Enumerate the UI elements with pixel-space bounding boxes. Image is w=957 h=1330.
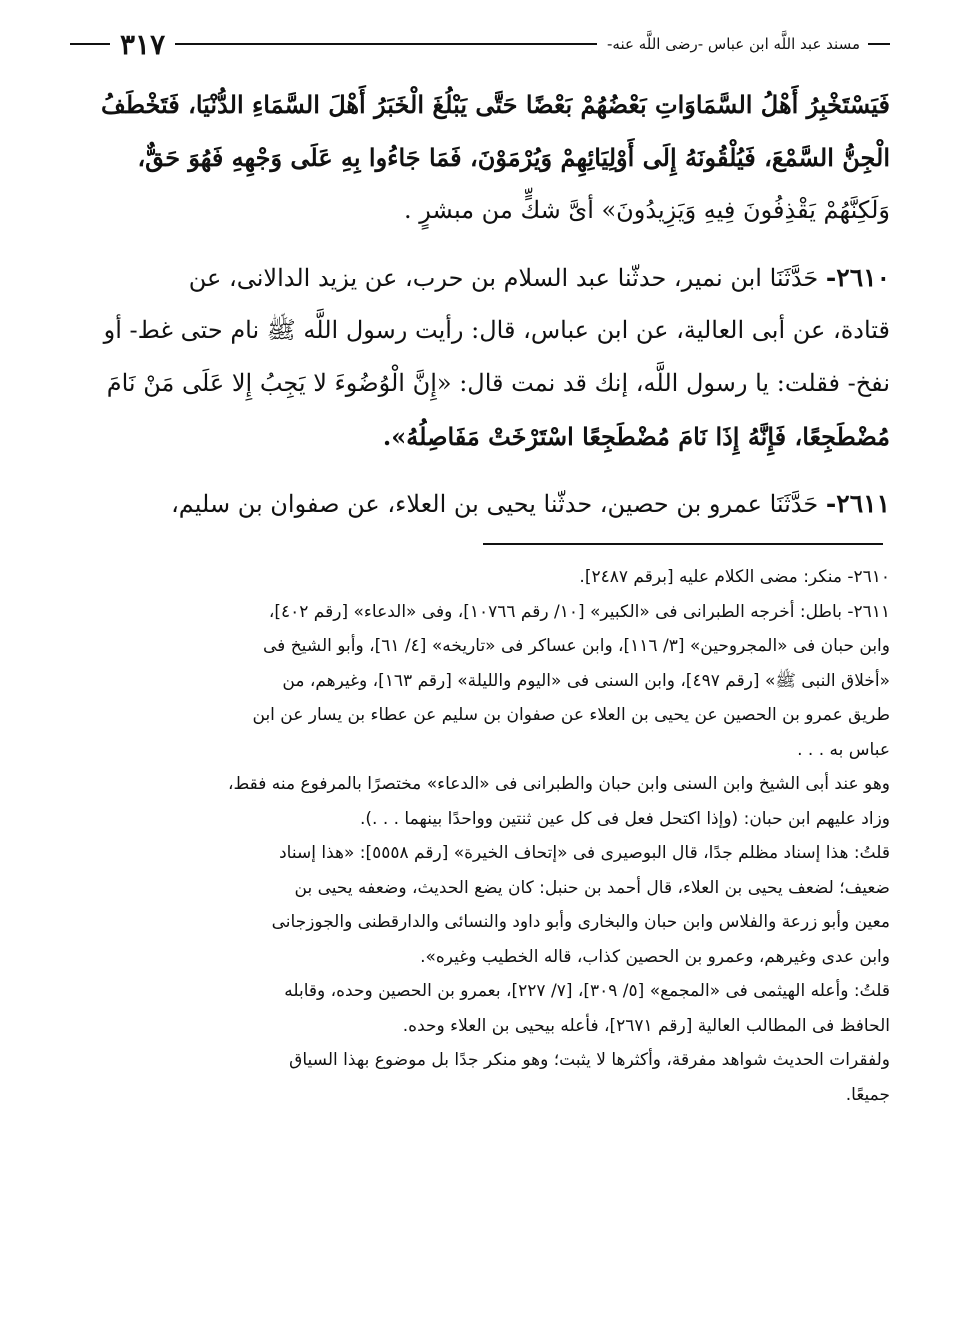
hadith-text: حَدَّثَنَا ابن نمير، حدثّنا عبد السلام بن حرب، عن يزيد الدالانى، عن bbox=[188, 264, 819, 292]
footnote-line: معين وأبو زرعة والفلاس وابن حبان والبخارى وأبو داود والنسائى والدارقطنى والجوزجانى bbox=[271, 912, 890, 932]
footnote-line: وهو عند أبى الشيخ وابن السنى وابن حبان والطبرانى فى «الدعاء» مختصرًا بالمرفوع منه فقط، bbox=[227, 774, 890, 794]
header-rule bbox=[70, 43, 110, 45]
footnote-line: ضعيف؛ لضعف يحيى بن العلاء، قال أحمد بن حنبل: كان يضع الحديث، وضعفه يحيى بن bbox=[294, 877, 890, 898]
footnote-line: قلتُ: وأعله الهيثمى فى «المجمع» [٥/ ٣٠٩]، [٧/ ٢٢٧]، بعمرو بن الحصين وحده، وقابله bbox=[284, 981, 890, 1001]
text-line: نفخ- فقلت: يا رسول اللَّه، إنك قد نمت قال: «إِنَّ الْوُضُوءَ لا يَجِبُ إِلا عَلَى مَنْ نَامَ bbox=[106, 369, 890, 397]
footnote-line: وابن حبان فى «المجروحين» [٣/ ١١٦]، وابن عساكر فى «تاريخه» [٤/ ٦١]، وأبو الشيخ فى bbox=[263, 636, 890, 656]
hadith-2611 bbox=[74, 477, 890, 530]
footnotes bbox=[74, 560, 890, 1112]
footnote-2611: ٢٦١١- باطل: أخرجه الطبرانى فى «الكبير» [١٠/ رقم ١٠٧٦٦]، وفى «الدعاء» [رقم ٤٠٢]، bbox=[268, 601, 890, 622]
header-rule bbox=[175, 43, 597, 45]
footnote-line: طريق عمرو بن الحصين عن يحيى بن العلاء عن صفوان بن سليم عن عطاء بن يسار عن ابن bbox=[252, 705, 890, 725]
footnote-line: وابن عدى وغيرهم، وعمرو بن الحصين كذاب، قاله الخطيب وغيره». bbox=[420, 946, 890, 967]
header-rule bbox=[868, 43, 890, 45]
text-line bbox=[74, 184, 890, 237]
hadith-text: حَدَّثَنَا عمرو بن حصين، حدثّنا يحيى بن العلاء، عن صفوان بن سليم، bbox=[171, 490, 819, 518]
footnote-line: قلتُ: هذا إسناد مظلم جدًا، قال البوصيرى فى «إتحاف الخيرة» [رقم ٥٥٥٨]: «هذا إسناد bbox=[279, 843, 890, 863]
footnote-separator bbox=[483, 543, 883, 545]
page-number: ٣١٧ bbox=[120, 27, 166, 61]
text-line: مُضْطَجِعًا، فَإِنَّهُ إِذَا نَامَ مُضْطَجِعًا اسْتَرْخَتْ مَفَاصِلُهُ». bbox=[382, 422, 890, 451]
hadith-number: ٢٦١١- bbox=[825, 489, 890, 518]
page-header bbox=[70, 26, 890, 62]
running-title: مسند عبد اللَّه ابن عباس -رضى اللَّه عنه- bbox=[607, 35, 860, 53]
hadith-number: ٢٦١٠- bbox=[825, 263, 890, 292]
text-line: فَيَسْتَخْبِرُ أَهْلُ السَّمَاوَاتِ بَعْضُهُمْ بَعْضًا حَتَّى يَبْلُغَ الْخَبَرُ أَهْلَ السَّمَاءِ الدُّنْيَا، فَتَخْطَفُ bbox=[100, 90, 890, 119]
footnote-line: الحافظ فى المطالب العالية [رقم ٢٦٧١]، فأعله بيحيى بن العلاء وحده. bbox=[402, 1015, 890, 1036]
hadith-2610 bbox=[74, 251, 890, 304]
footnote-line: ولفقرات الحديث شواهد مفرقة، وأكثرها لا يثبت؛ وهو منكر جدًا بل موضوع بهذا السياق bbox=[289, 1050, 890, 1070]
footnote-line: «أخلاق النبى ﷺ» [رقم ٤٩٧]، وابن السنى فى «اليوم والليلة» [رقم ١٦٣]، وغيرهم، من bbox=[282, 670, 890, 691]
footnote-2610: ٢٦١٠- منكر: مضى الكلام عليه [برقم ٢٤٨٧]. bbox=[579, 567, 890, 587]
text-line-content: وَلَكِنَّهُمْ يَقْذِفُونَ فِيهِ وَيَزِيدُونَ» أىَّ شكٍّ من مبشرٍ . bbox=[404, 196, 890, 224]
footnote-line: وزاد عليهم ابن حبان: (وإذا اكتحل فعل فى كل عين ثنتين وواحدًا بينهما . . .). bbox=[359, 808, 890, 829]
footnote-line: جميعًا. bbox=[845, 1084, 890, 1105]
text-line: قتادة، عن أبى العالية، عن ابن عباس، قال: رأيت رسول اللَّه ﷺ نام حتى غط- أو bbox=[103, 316, 890, 344]
text-line: الْجِنُّ السَّمْعَ، فَيُلْقُونَهُ إِلَى أَوْلِيَائِهِمْ وَيُرْمَوْنَ، فَمَا جَاءُوا بِهِ عَلَى وَجْهِهِ فَهُوَ حَقٌّ، bbox=[137, 143, 890, 172]
footnote-line: عباس به . . . bbox=[797, 739, 890, 760]
main-text bbox=[74, 78, 890, 530]
